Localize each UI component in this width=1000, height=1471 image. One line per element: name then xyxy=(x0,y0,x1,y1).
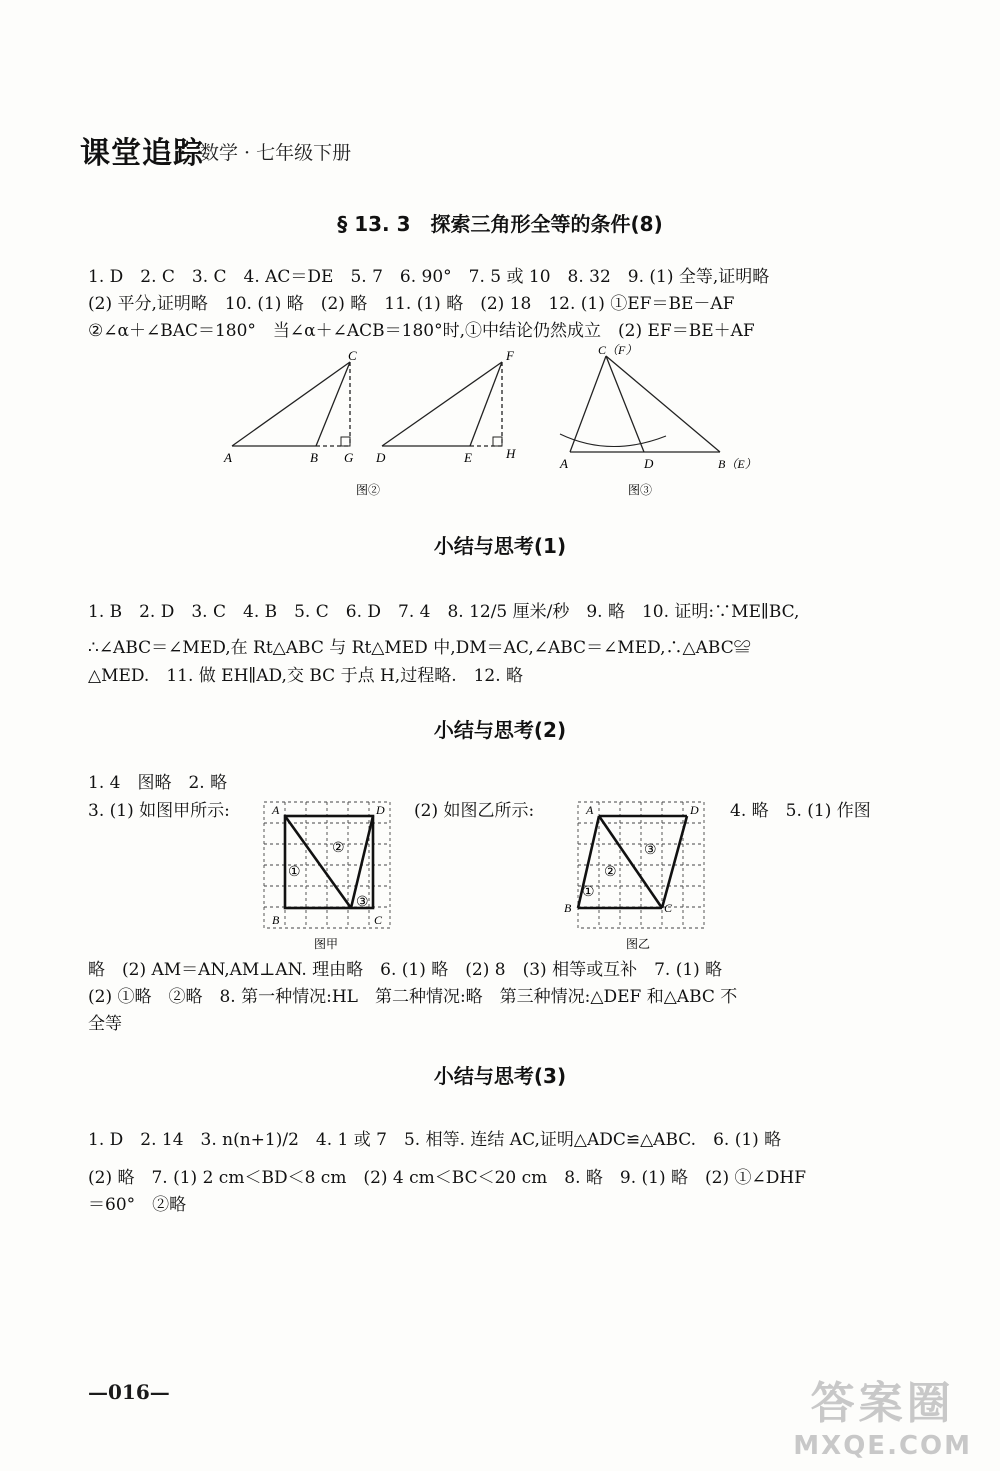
region-label: ② xyxy=(604,865,617,880)
watermark-url: MXQE.COM xyxy=(793,1431,972,1461)
grid-figures xyxy=(258,796,718,952)
vertex-label: D xyxy=(376,803,385,817)
triangle-figure-1 xyxy=(232,362,350,446)
watermark xyxy=(793,1367,972,1461)
section-title-summary-3: 小结与思考(3) xyxy=(433,1064,567,1088)
answer-line: 3. (1) 如图甲所示: xyxy=(88,801,230,821)
answer-line: 4. 略 5. (1) 作图 xyxy=(730,801,871,821)
watermark-text: 答案圈 xyxy=(810,1378,955,1429)
answer-line: 1. 4 图略 2. 略 xyxy=(88,773,228,793)
book-subtitle: 数学 · 七年级下册 xyxy=(200,142,352,164)
answer-line: 1. B 2. D 3. C 4. B 5. C 6. D 7. 4 8. 12/5 厘米/秒 9. 略 10. 证明:∵ME∥BC, xyxy=(88,602,800,622)
vertex-label: E xyxy=(464,450,472,465)
grid-yi xyxy=(578,802,704,928)
figure-caption: 图③ xyxy=(628,483,653,497)
answer-line: 略 (2) AM＝AN,AM⊥AN. 理由略 6. (1) 略 (2) 8 (3) 相等或互补 7. (1) 略 xyxy=(88,960,723,980)
answer-line: △MED. 11. 做 EH∥AD,交 BC 于点 H,过程略. 12. 略 xyxy=(88,666,524,686)
vertex-label: H xyxy=(506,446,516,461)
vertex-label: F xyxy=(506,348,514,363)
section-title-summary-2: 小结与思考(2) xyxy=(433,718,567,742)
answer-line: ∴∠ABC＝∠MED,在 Rt△ABC 与 Rt△MED 中,DM＝AC,∠ABC＝∠MED,∴△ABC≌ xyxy=(88,638,751,658)
grid-jia xyxy=(264,802,390,928)
region-label: ② xyxy=(332,841,345,856)
section-title-13-3: § 13. 3 探索三角形全等的条件(8) xyxy=(337,212,663,236)
answer-line: (2) 如图乙所示: xyxy=(414,801,535,821)
vertex-label: C xyxy=(374,913,383,927)
section-title-summary-1: 小结与思考(1) xyxy=(433,534,567,558)
region-label: ③ xyxy=(644,843,657,858)
vertex-label: A xyxy=(586,803,594,817)
answer-line: (2) 略 7. (1) 2 cm＜BD＜8 cm (2) 4 cm＜BC＜20 cm 8. 略 9. (1) 略 (2) ①∠DHF xyxy=(88,1168,806,1188)
triangle-figure-2 xyxy=(382,362,502,446)
vertex-label: D xyxy=(644,456,654,471)
vertex-label: C xyxy=(664,901,673,915)
answer-line: (2) ①略 ②略 8. 第一种情况:HL 第二种情况:略 第三种情况:△DEF 和△ABC 不 xyxy=(88,987,738,1007)
vertex-label: C xyxy=(348,348,357,363)
triangle-figure-3 xyxy=(560,356,720,452)
vertex-label: G xyxy=(344,450,354,465)
answer-line: 全等 xyxy=(88,1014,122,1034)
vertex-label: B xyxy=(272,913,280,927)
answer-line: 1. D 2. 14 3. n(n+1)/2 4. 1 或 7 5. 相等. 连结 AC,证明△ADC≌△ABC. 6. (1) 略 xyxy=(88,1130,782,1150)
answer-line: (2) 平分,证明略 10. (1) 略 (2) 略 11. (1) 略 (2) 18 12. (1) ①EF＝BE－AF xyxy=(88,294,735,314)
region-label: ③ xyxy=(356,895,369,910)
answer-line: 1. D 2. C 3. C 4. AC＝DE 5. 7 6. 90° 7. 5 或 10 8. 32 9. (1) 全等,证明略 xyxy=(88,267,770,287)
figure-caption: 图甲 xyxy=(314,937,339,951)
brand-logo-text: 课堂追踪 xyxy=(80,136,204,171)
answer-line: ②∠α＋∠BAC＝180° 当∠α＋∠ACB＝180°时,①中结论仍然成立 (2) EF＝BE＋AF xyxy=(88,321,755,341)
vertex-label: B xyxy=(310,450,318,465)
vertex-label: B xyxy=(564,901,572,915)
page-number: —016— xyxy=(88,1380,170,1404)
figure-caption: 图乙 xyxy=(626,937,651,951)
vertex-label: A xyxy=(224,450,232,465)
vertex-label: A xyxy=(560,456,568,471)
triangle-figures xyxy=(220,343,780,502)
vertex-label: D xyxy=(690,803,699,817)
vertex-label: D xyxy=(376,450,386,465)
vertex-label: C（F） xyxy=(598,343,638,357)
region-label: ① xyxy=(582,885,595,900)
vertex-label: B（E） xyxy=(718,457,757,471)
answer-line: ＝60° ②略 xyxy=(88,1195,187,1215)
figure-caption: 图② xyxy=(356,483,381,497)
region-label: ① xyxy=(288,865,301,880)
vertex-label: A xyxy=(272,803,280,817)
